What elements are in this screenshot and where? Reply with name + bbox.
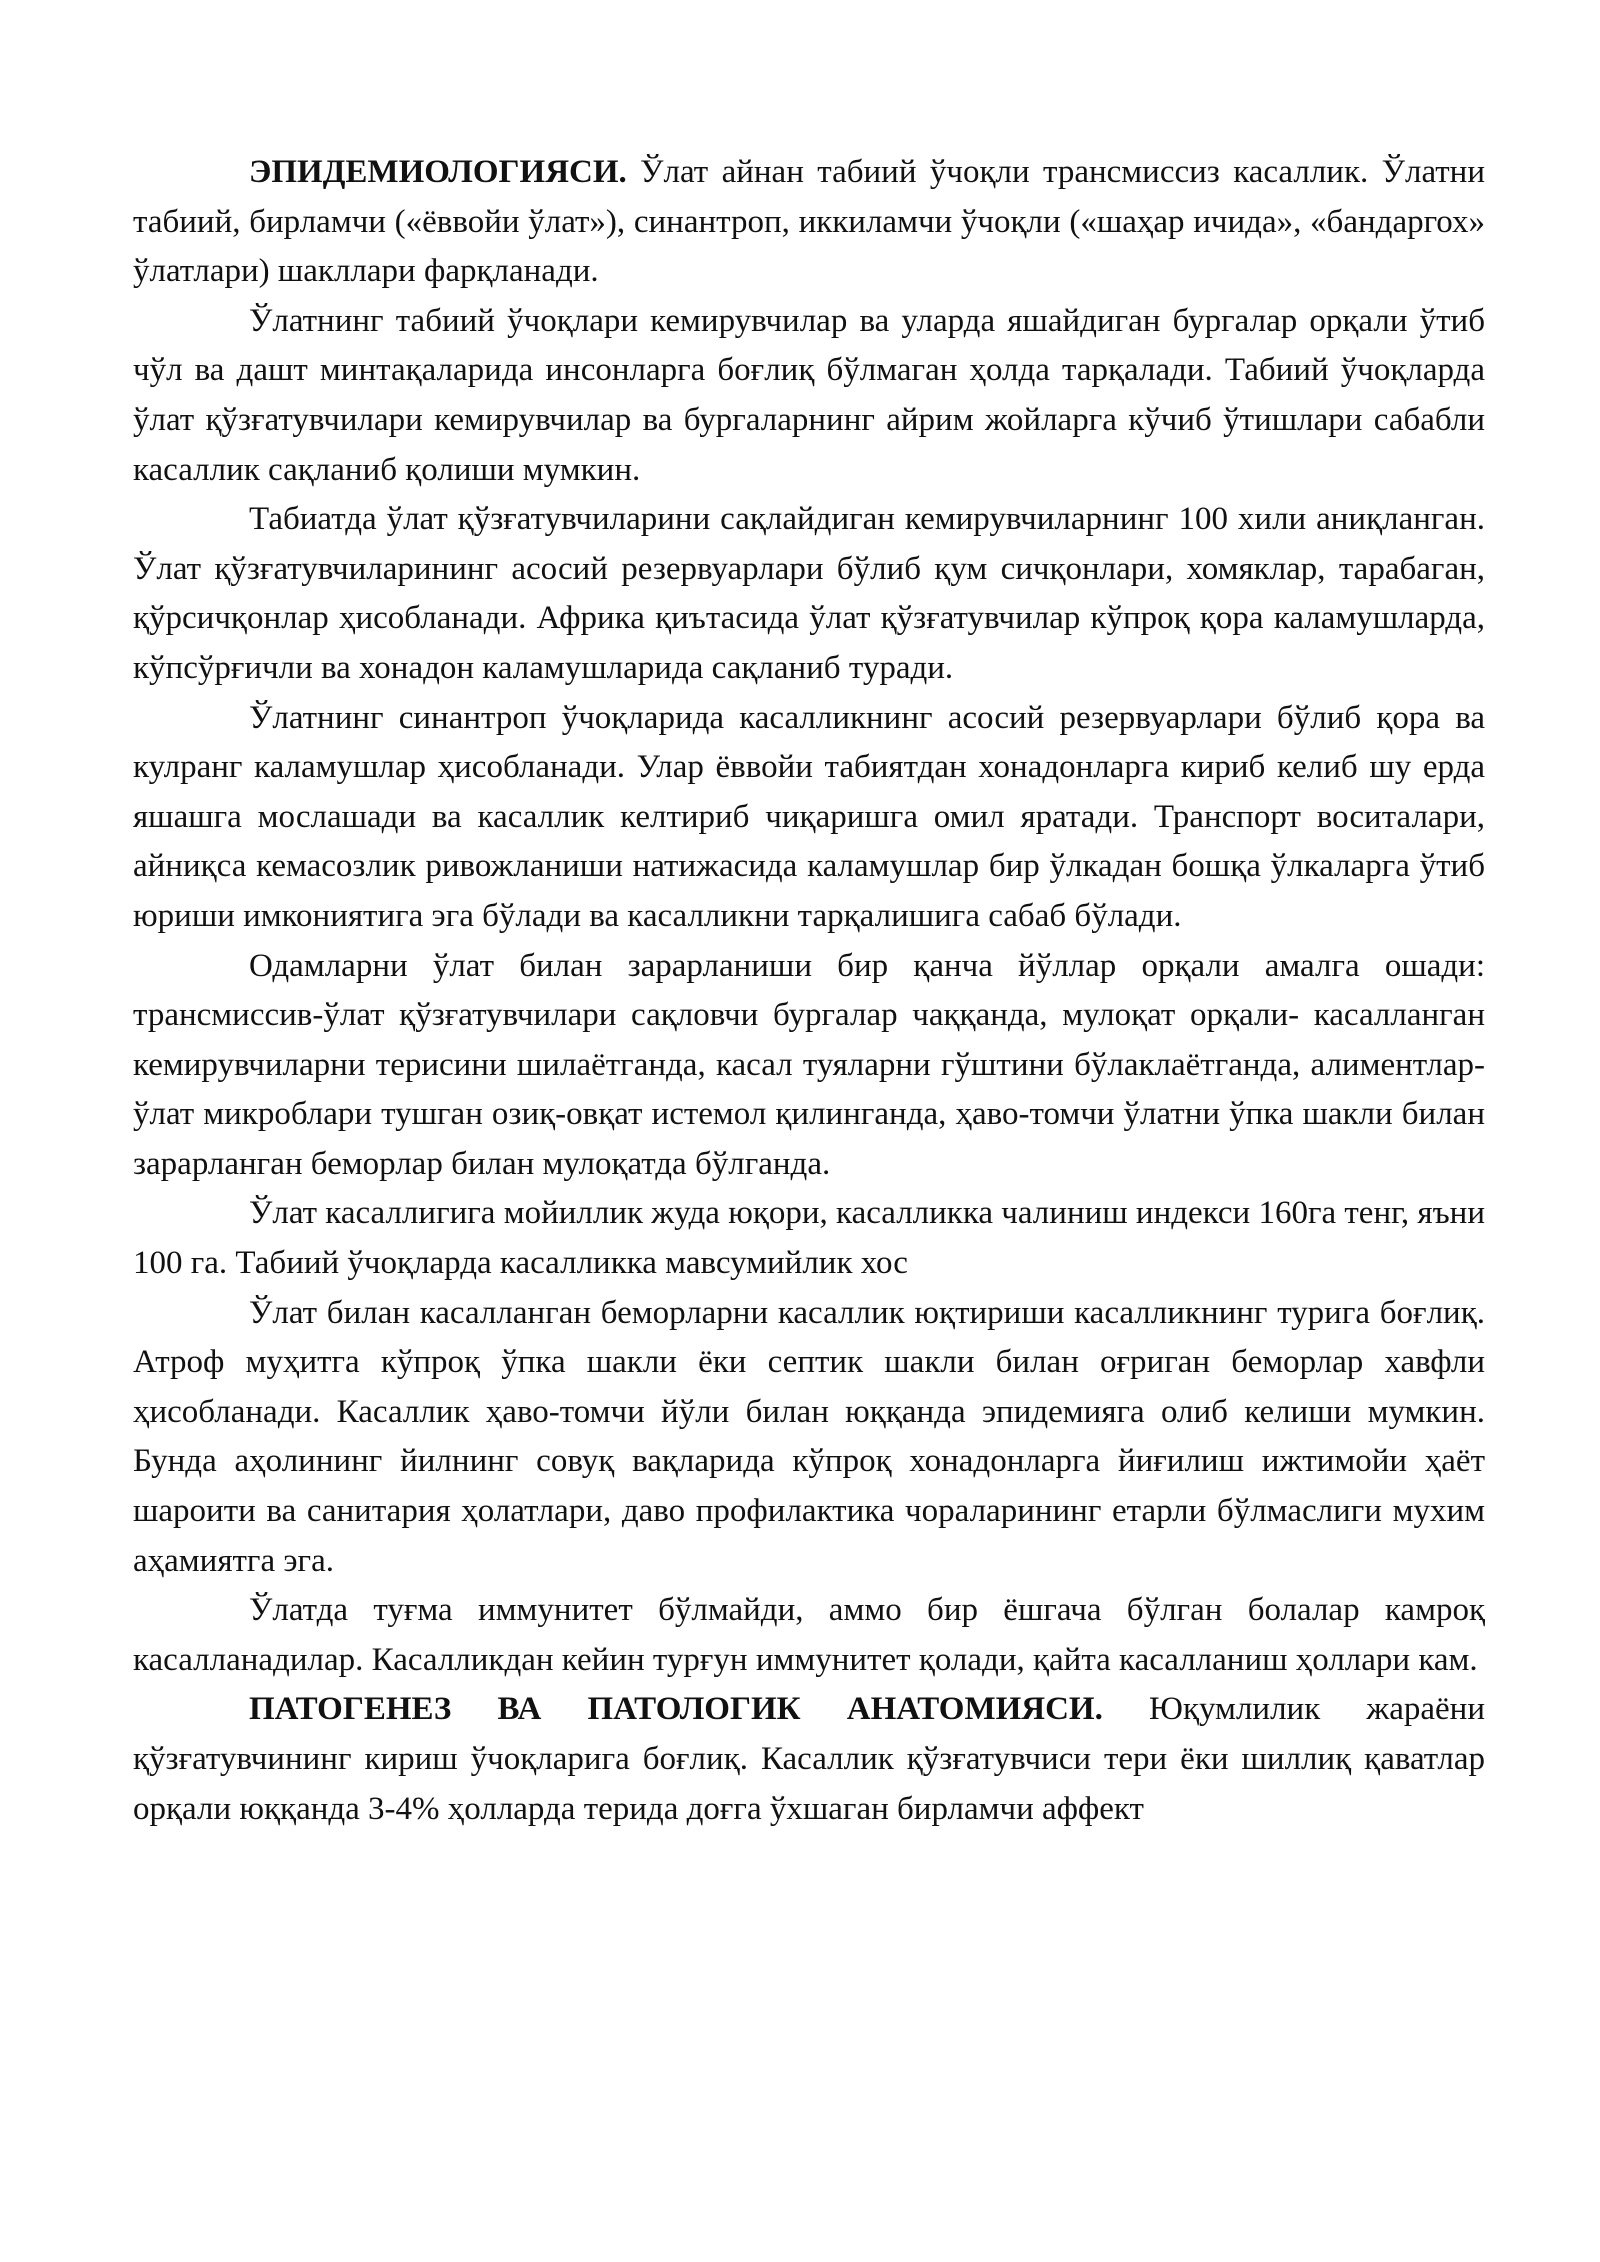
paragraph-pathogenesis xyxy=(133,1685,1485,1834)
paragraph-text: Ўлатда туғма иммунитет бўлмайди, аммо бир ёшгача бўлган болалар камроқ касалланадилар. Касалликдан кейин турғун иммунитет қолади, қайта касалланиш ҳоллари кам. xyxy=(133,1592,1485,1678)
paragraph-text: Ўлат билан касалланган беморларни касаллик юқтириши касалликнинг турига боғлиқ. Атроф муҳитга кўпроқ ўпка шакли ёки септик шакли билан оғриган беморлар хавфли ҳисобланади. Касаллик ҳаво-томчи йўли билан юққанда эпидемияга олиб келиши мумкин. Бунда аҳолининг йилнинг совуқ вақларида кўпроқ хонадонларга йиғилиш ижтимойи ҳаёт шароити ва санитария ҳолатлари, даво профилактика чораларининг етарли бўлмаслиги мухим аҳамиятга эга. xyxy=(133,1294,1485,1579)
paragraph-text: Ўлатнинг синантроп ўчоқларида касалликнинг асосий резервуарлари бўлиб қора ва кулранг каламушлар ҳисобланади. Улар ёввойи табиятдан хонадонларга кириб келиб шу ерда яшашга мослашади ва касаллик келтириб чиқаришга омил яратади. Транспорт воситалари, айниқса кемасозлик ривожланиши натижасида каламушлар бир ўлкадан бошқа ўлкаларга ўтиб юриши имкониятига эга бўлади ва касалликни тарқалишига сабаб бўлади. xyxy=(133,699,1485,934)
paragraph-text: Юқумлилик жараёни қўзғатувчининг кириш ўчоқларига боғлиқ. Касаллик қўзғатувчиси тери ёки шиллиқ қаватлар орқали юққанда 3-4% ҳолларда терида доғга ўхшаган бирламчи аффект xyxy=(133,1691,1485,1827)
paragraph-text: Ўлатнинг табиий ўчоқлари кемирувчилар ва уларда яшайдиган бургалар орқали ўтиб чўл ва дашт минтақаларида инсонларга боғлиқ бўлмаган ҳолда тарқалади. Табиий ўчоқларда ўлат қўзғатувчилари кемирувчилар ва бургаларнинг айрим жойларга кўчиб ўтишлари сабабли касаллик сақланиб қолиши мумкин. xyxy=(133,302,1485,488)
section-heading-epidemiology: ЭПИДЕМИОЛОГИЯСИ. xyxy=(249,154,627,190)
paragraph-natural-foci xyxy=(133,297,1485,495)
paragraph-susceptibility xyxy=(133,1189,1485,1288)
paragraph-immunity xyxy=(133,1586,1485,1685)
paragraph-text: Табиатда ўлат қўзғатувчиларини сақлайдиган кемирувчиларнинг 100 хили аниқланган. Ўлат қўзғатувчиларининг асосий резервуарлари бўлиб қум сичқонлари, хомяклар, тарабаган, қўрсичқонлар ҳисобланади. Африка қиътасида ўлат қўзғатувчилар кўпроқ қора каламушларда, кўпсўрғичли ва хонадон каламушларида сақланиб туради. xyxy=(133,501,1485,686)
paragraph-text: Ўлат айнан табиий ўчоқли трансмиссиз касаллик. Ўлатни табиий, бирламчи («ёввойи ўлат»), синантроп, иккиламчи ўчоқли («шаҳар ичида», «бандаргох» ўлатлари) шакллари фарқланади. xyxy=(133,154,1485,290)
paragraph-text: Ўлат касаллигига мойиллик жуда юқори, касалликка чалиниш индекси 160га тенг, яъни 100 га. Табиий ўчоқларда касалликка мавсумийлик хос xyxy=(133,1195,1485,1282)
document-page xyxy=(133,148,1485,1834)
paragraph-text: Одамларни ўлат билан зарарланиши бир қанча йўллар орқали амалга ошади: трансмиссив-ўлат қўзғатувчилари сақловчи бургалар чаққанда, мулоқат орқали- касалланган кемирувчиларни терисини шилаётганда, касал туяларни гўштини бўлаклаётганда, алиментлар-ўлат микроблари тушган озиқ-овқат истемол қилинганда, ҳаво-томчи ўлатни ўпка шакли билан зарарланган беморлар билан мулоқатда бўлганда. xyxy=(133,947,1485,1182)
paragraph-synanthropic-foci xyxy=(133,694,1485,942)
paragraph-contagiousness xyxy=(133,1289,1485,1587)
paragraph-epidemiology xyxy=(133,148,1485,297)
paragraph-rodents xyxy=(133,495,1485,693)
section-heading-pathogenesis: ПАТОГЕНЕЗ ВА ПАТОЛОГИК АНАТОМИЯСИ. xyxy=(249,1691,1103,1728)
paragraph-transmission xyxy=(133,942,1485,1190)
